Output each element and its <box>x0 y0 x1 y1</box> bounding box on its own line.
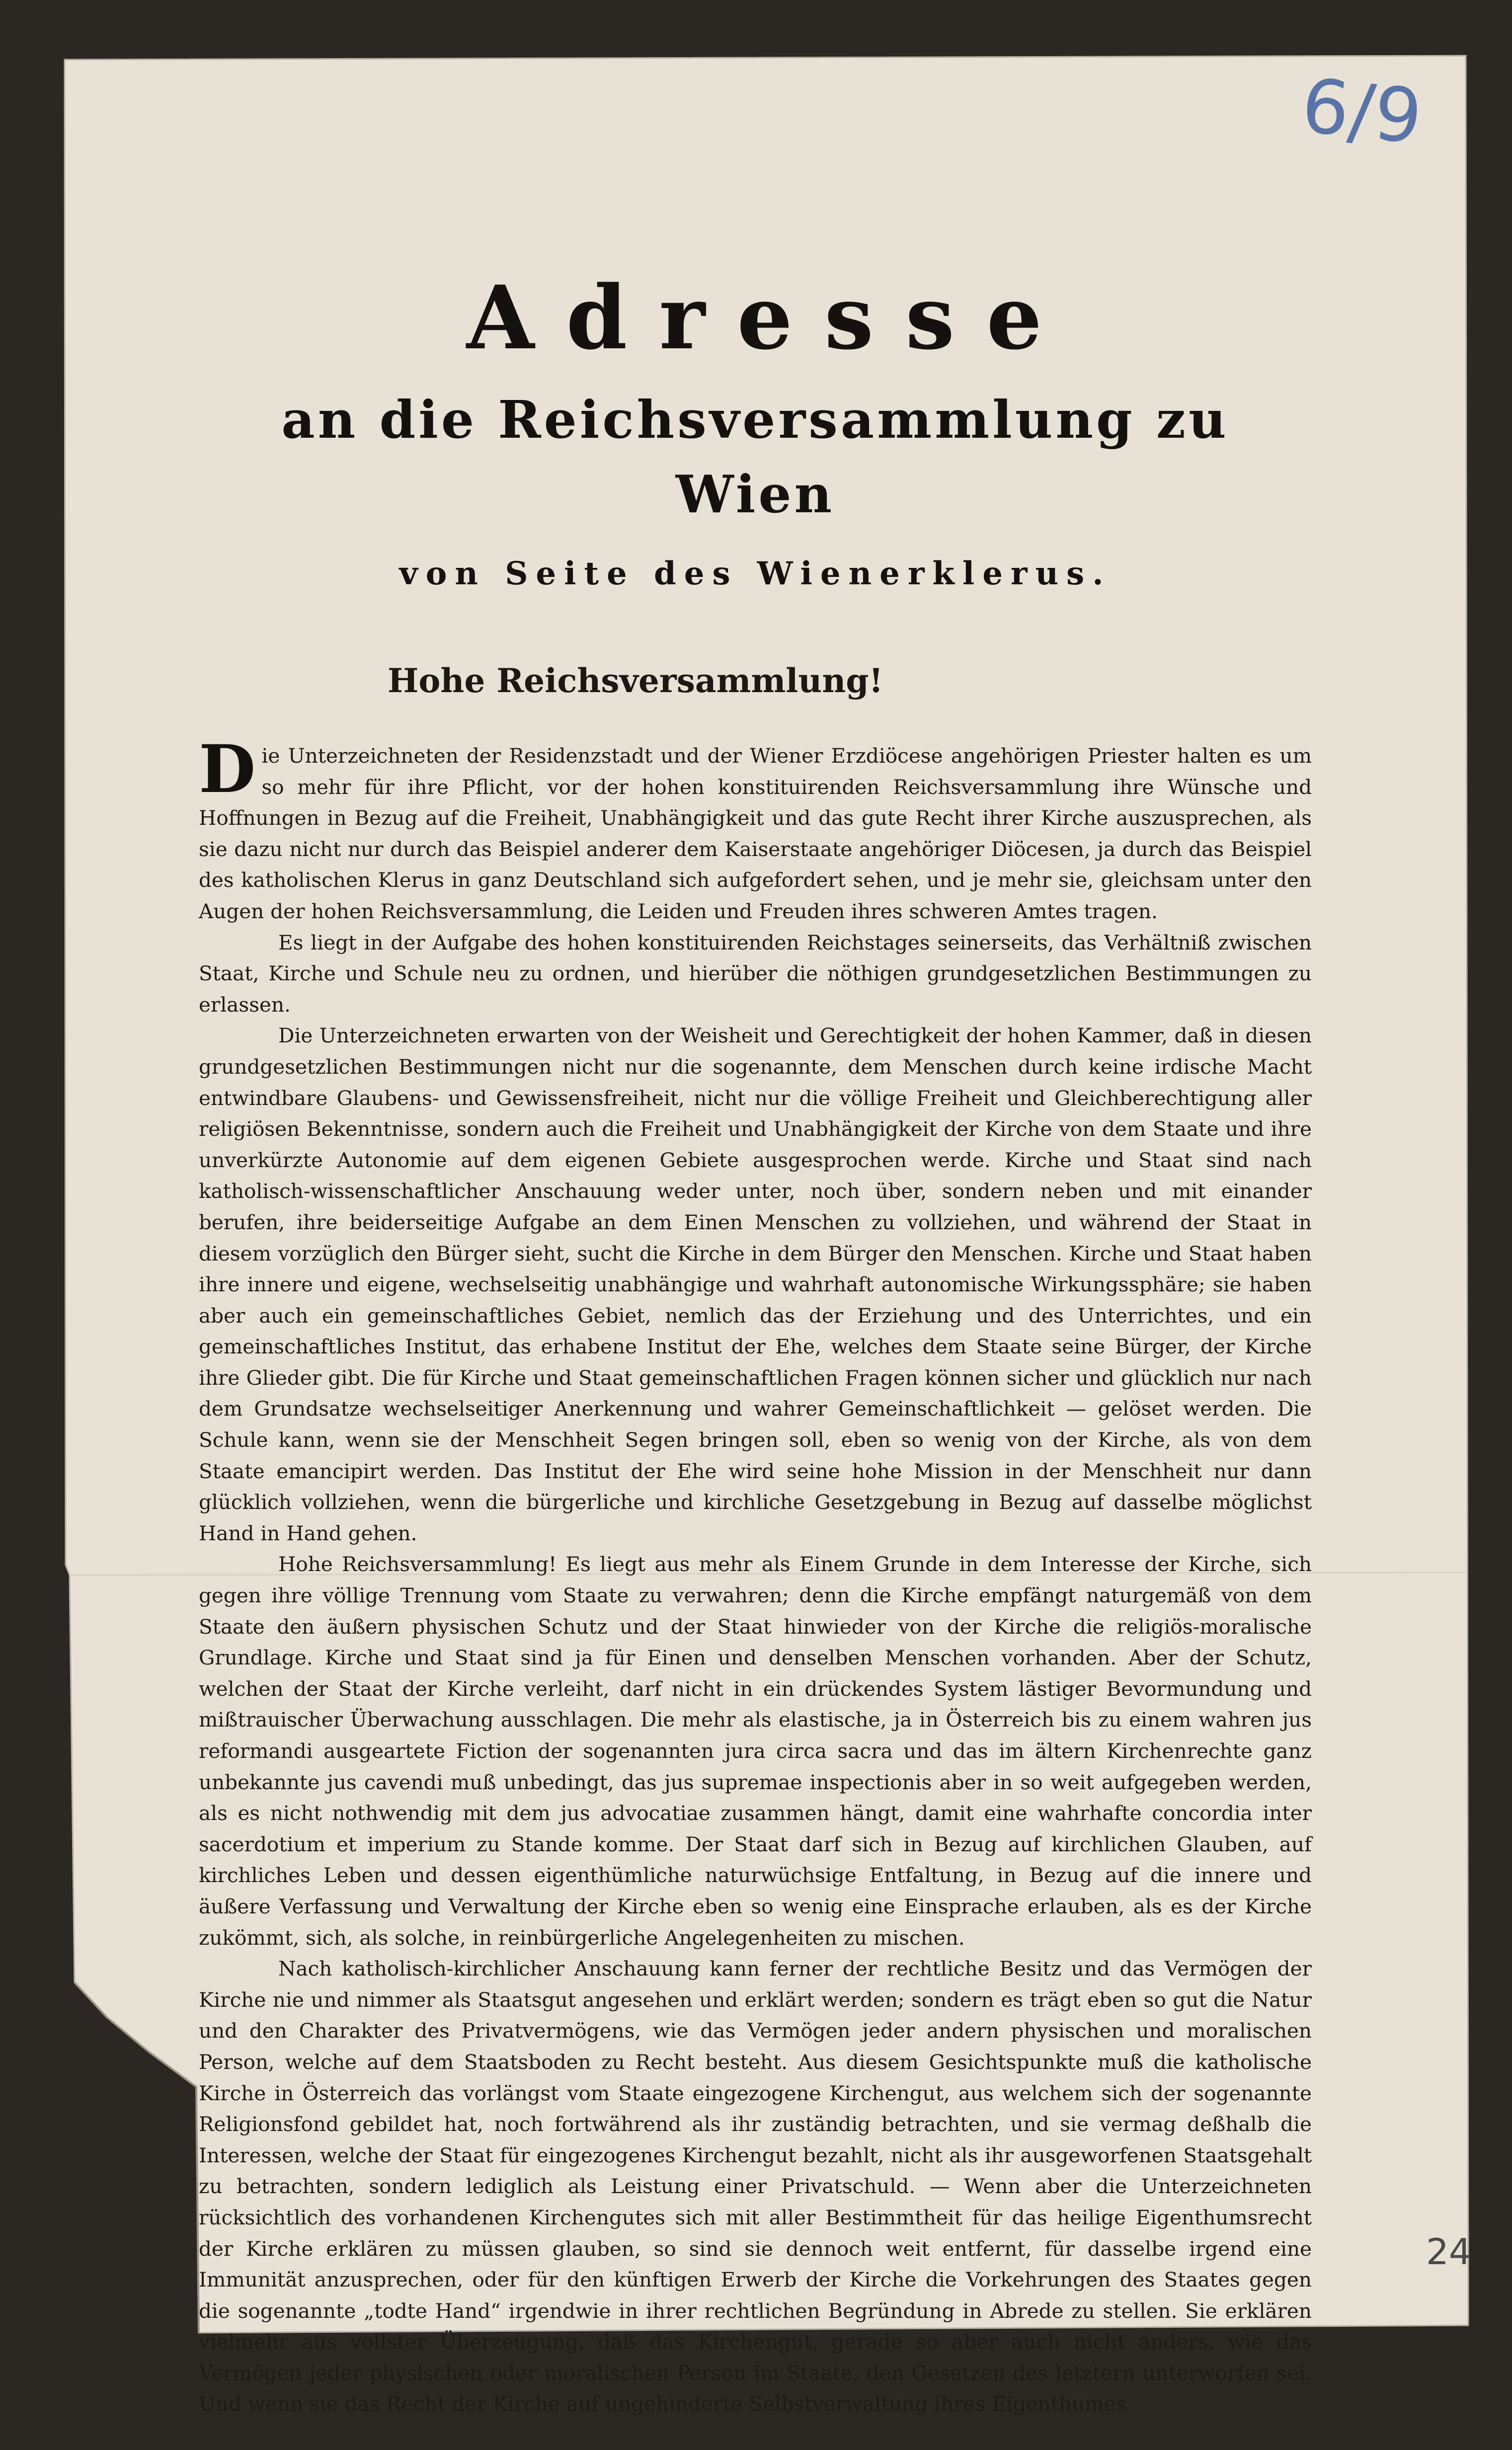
document-byline: von Seite des Wienerklerus. <box>399 555 1112 592</box>
paragraph: Nach katholisch-kirchlicher Anschauung kann ferner der rechtliche Besitz und das Vermögen der Kirche nie und nimmer als Staatsgut angesehen und erklärt werden; sondern es trägt eben so gut die Natur und den Charakter des Privatvermögens, wie das Vermögen jeder andern physischen und moralischen Person, welche auf dem Staatsboden zu Recht besteht. Aus diesem Gesichtspunkte muß die katholische Kirche in Österreich das vorlängst vom Staate eingezogene Kirchengut, aus welchem sich der sogenannte Religionsfond gebildet hat, noch fortwährend als ihr zuständig betrachten, und sie vermag deßhalb die Interessen, welche der Staat für eingezogenes Kirchengut bezahlt, nicht als ihr ausgeworfenen Staatsgehalt zu betrachten, sondern lediglich als Leistung einer Privatschuld. — Wenn aber die Unterzeichneten rücksichtlich des vorhandenen Kirchengutes sich mit aller Bestimmtheit für das heilige Eigenthumsrecht der Kirche erklären zu müssen glauben, so sind sie dennoch weit entfernt, für dasselbe irgend eine Immunität anzusprechen, oder für den künftigen Erwerb der Kirche die Vorkehrungen des Staates gegen die sogenannte „todte Hand“ irgendwie in ihrer rechtlichen Begründung in Abrede zu stellen. Sie erklären vielmehr aus vollster Überzeugung, daß das Kirchengut, gerade so aber auch nicht anders, wie das Vermögen jeder physischen oder moralischen Person im Staate, den Gesetzen des letztern unterworfen sei. Und wenn sie das Recht der Kirche auf ungehinderte Selbstverwaltung ihres Eigenthumes <box>199 1957 1312 2416</box>
salutation: Hohe Reichsversammlung! <box>388 661 883 700</box>
handwritten-page-number: 24 <box>1426 2231 1472 2273</box>
document-text <box>199 731 1312 2420</box>
document-title: Adresse <box>466 266 1074 369</box>
document-subtitle: an die Reichsversammlung zu Wien <box>281 389 1229 525</box>
paragraph: Die Unterzeichneten erwarten von der Weisheit und Gerechtigkeit der hohen Kammer, daß in diesen grundgesetzlichen Bestimmungen nicht nur die sogenannte, dem Menschen durch keine irdische Macht entwindbare Glaubens- und Gewissensfreiheit, nicht nur die völlige Freiheit und Gleichberechtigung aller religiösen Bekenntnisse, sondern auch die Freiheit und Unabhängigkeit der Kirche von dem Staate und ihre unverkürzte Autonomie auf dem eigenen Gebiete ausgesprochen werde. Kirche und Staat sind nach katholisch-wissenschaftlicher Anschauung weder unter, noch über, sondern neben und mit einander berufen, ihre beiderseitige Aufgabe an dem Einen Menschen zu vollziehen, und während der Staat in diesem vorzüglich den Bürger sieht, sucht die Kirche in dem Bürger den Menschen. Kirche und Staat haben ihre innere und eigene, wechselseitig unabhängige und wahrhaft autonomische Wirkungssphäre; sie haben aber auch ein gemeinschaftliches Gebiet, nemlich das der Erziehung und des Unterrichtes, und ein gemeinschaftliches Institut, das erhabene Institut der Ehe, welches dem Staate seine Bürger, der Kirche ihre Glieder gibt. Die für Kirche und Staat gemeinschaftlichen Fragen können sicher und glücklich nur nach dem Grundsatze wechselseitiger Anerkennung und wahrer Gemeinschaftlichkeit — gelöset werden. Die Schule kann, wenn sie der Menschheit Segen bringen soll, eben so wenig von der Kirche, als von dem Staate emancipirt werden. Das Institut der Ehe wird seine hohe Mission in der Menschheit nur dann glücklich vollziehen, wenn die bürgerliche und kirchliche Gesetzgebung in Bezug auf dasselbe möglichst Hand in Hand gehen. <box>199 1024 1312 1545</box>
document-body <box>199 263 1312 2420</box>
handwritten-folio-number: 6/9 <box>1297 62 1426 161</box>
drop-cap: D <box>199 731 256 808</box>
paragraph: Hohe Reichsversammlung! Es liegt aus mehr als Einem Grunde in dem Interesse der Kirche, sich gegen ihre völlige Trennung vom Staate zu verwahren; denn die Kirche empfängt naturgemäß von dem Staate den äußern physischen Schutz und der Staat hinwieder von der Kirche die religiös-moralische Grundlage. Kirche und Staat sind ja für Einen und denselben Menschen vorhanden. Aber der Schutz, welchen der Staat der Kirche verleiht, darf nicht in ein drückendes System lästiger Bevormundung und mißtrauischer Überwachung ausschlagen. Die mehr als elastische, ja in Österreich bis zu einem wahren jus reformandi ausgeartete Fiction der sogenannten jura circa sacra und das im ältern Kirchenrechte ganz unbekannte jus cavendi muß unbedingt, das jus supremae inspectionis aber in so weit aufgegeben werden, als es nicht nothwendig mit dem jus advocatiae zusammen hängt, damit eine wahrhafte concordia inter sacerdotium et imperium zu Stande komme. Der Staat darf sich in Bezug auf kirchlichen Glauben, auf kirchliches Leben und dessen eigenthümliche naturwüchsige Entfaltung, in Bezug auf die innere und äußere Verfassung und Verwaltung der Kirche eben so wenig eine Einsprache erlauben, als es der Kirche zukömmt, sich, als solche, in reinbürgerliche Angelegenheiten zu mischen. <box>199 1552 1312 1950</box>
paragraph-1-text: ie Unterzeichneten der Residenzstadt und der Wiener Erzdiöcese angehörigen Priester halten es um so mehr für ihre Pflicht, vor der hohen konstituirenden Reichsversammlung ihre Wünsche und Hoffnungen in Bezug auf die Freiheit, Unabhängigkeit und das gute Recht ihrer Kirche auszusprechen, als sie dazu nicht nur durch das Beispiel anderer dem Kaiserstaate angehöriger Diöcesen, ja durch das Beispiel des katholischen Klerus in ganz Deutschland sich aufgefordert sehen, und je mehr sie, gleichsam unter den Augen der hohen Reichsversammlung, die Leiden und Freuden ihres schweren Amtes tragen. <box>199 744 1312 923</box>
paragraph: Es liegt in der Aufgabe des hohen konstituirenden Reichstages seinerseits, das Verhältniß zwischen Staat, Kirche und Schule neu zu ordnen, und hierüber die nöthigen grundgesetzlichen Bestimmungen zu erlassen. <box>199 930 1312 1017</box>
paragraph-1 <box>199 731 1312 927</box>
